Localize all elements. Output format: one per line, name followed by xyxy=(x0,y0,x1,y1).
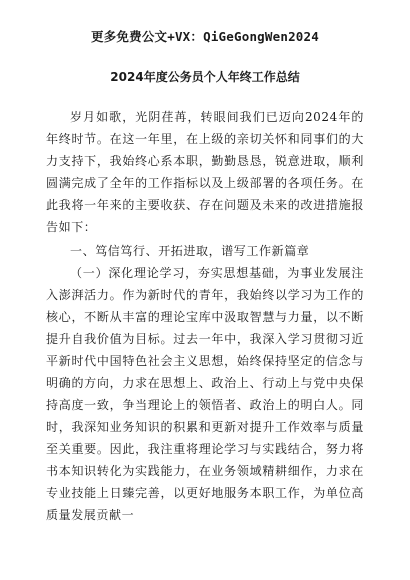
section-heading-1: 一、笃信笃行、开拓进取，谱写工作新篇章 xyxy=(70,244,310,258)
subsection-paragraph-1: （一）深化理论学习，夯实思想基础，为事业发展注入澎湃活力。作为新时代的青年，我始终以学习为工作的核心，不断从丰富的理论宝库中汲取智慧与力量，以不断提升自我价值为目标。过去一年中，我深入学习贯彻习近平新时代中国特色社会主义思想，始终保持坚定的信念与明确的方向，力求在思想上、政治上、行动上与党中央保持高度一致，争当理论上的领悟者、政治上的明白人。同时，我深知业务知识的积累和更新对提升工作效率与质量至关重要。因此，我注重将理论学习与实践结合，努力将书本知识转化为实践能力，在业务领域精耕细作，力求在专业技能上日臻完善，以更好地服务本职工作，为单位高质量发展贡献一 xyxy=(46,266,364,522)
intro-paragraph: 岁月如歌，光阴荏苒，转眼间我们已迈向2024年的年终时节。在这一年里，在上级的亲切关怀和同事们的大力支持下，我始终心系本职，勤勤恳恳，锐意进取，顺利圆满完成了全年的工作指标以及上级部署的各项任务。在此我将一年来的主要收获、存在问题及未来的改进措施报告如下： xyxy=(46,110,364,234)
watermark-text: 更多免费公文+VX：QiGeGongWen2024 xyxy=(91,29,319,44)
document-title: 2024年度公务员个人年终工作总结 xyxy=(110,70,300,84)
